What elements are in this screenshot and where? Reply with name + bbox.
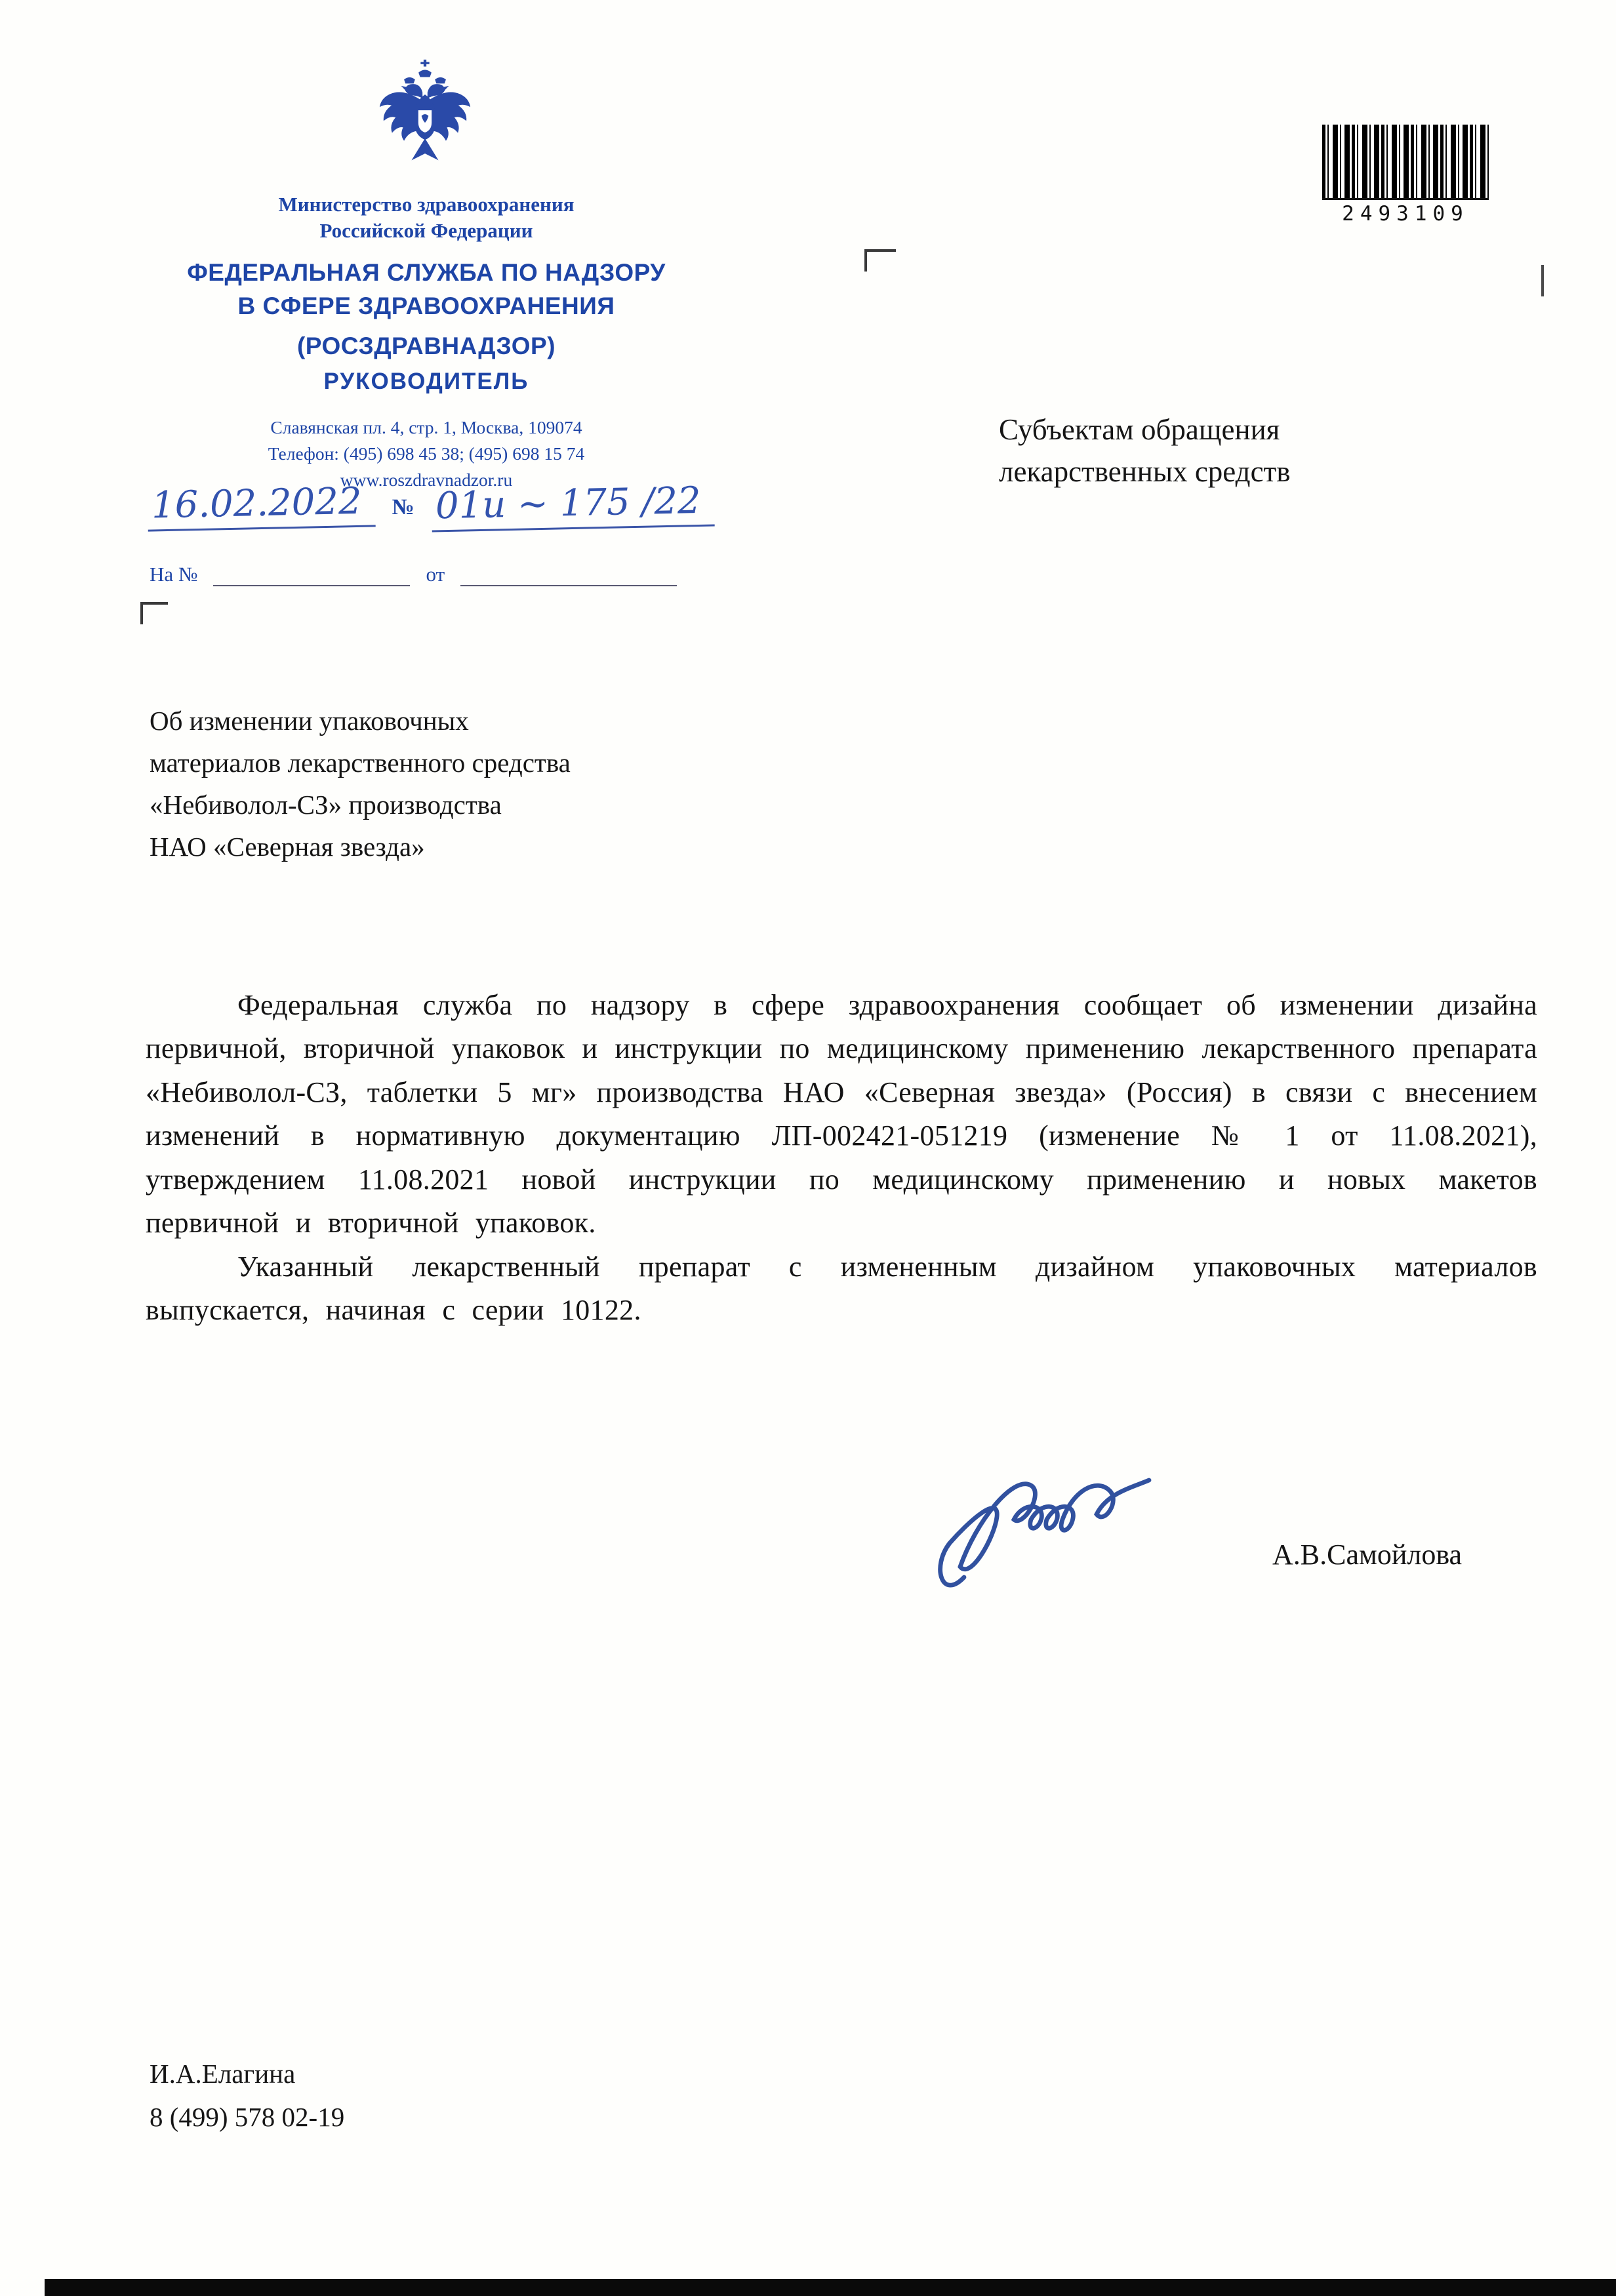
agency-line-3: (РОСЗДРАВНАДЗОР) [296,332,556,360]
agency-line-1: ФЕДЕРАЛЬНАЯ СЛУЖБА ПО НАДЗОРУ [187,259,666,286]
scan-edge-artifact [45,2279,1616,2296]
body-paragraph-1: Федеральная служба по надзору в сфере здравоохранения сообщает об изменении дизайна первичной, вторичной упаковок и инструкции по медицинскому применению лекарственного препарата «Небиволол-СЗ, таблетки 5 мг» производства НАО «Северная звезда» (Россия) в связи с внесением изменений в нормативную документацию ЛП-002421-051219 (изменение № 1 от 11.08.2021), утверждением 11.08.2021 новой инструкции по медицинскому применению и новых макетов первичной и вторичной упаковок. [146,989,1537,1239]
agency-name [121,256,731,363]
reply-from-label: от [426,563,445,586]
handwritten-signature [908,1446,1217,1617]
number-sign: № [392,495,414,519]
ministry-line-2: Российской Федерации [319,218,533,242]
handwritten-outgoing-number: 01и ~ 175 /22 [431,479,714,532]
executor-phone: 8 (499) 578 02-19 [150,2101,345,2132]
right-margin-tick [1541,265,1544,296]
subject-line: Об изменении упаковочных [150,706,469,736]
incoming-reference-line [150,561,677,586]
letter-body [146,984,1537,1333]
registration-barcode [1322,125,1489,226]
ministry-line-1: Министерство здравоохранения [278,193,575,216]
signer-name: А.В.Самойлова [1272,1539,1463,1571]
reply-to-label: На № [150,563,198,586]
barcode-number: 2493109 [1322,198,1489,226]
text-zone-corner-mark [140,602,168,624]
ministry-name [121,191,731,243]
reply-date-blank [460,561,677,586]
addressee-line-1: Субъектам обращения [999,413,1280,446]
reply-number-blank [213,561,410,586]
subject-block [150,700,571,868]
phone-numbers: Телефон: (495) 698 45 38; (495) 698 15 74 [268,443,585,464]
postal-address: Славянская пл. 4, стр. 1, Москва, 109074 [270,417,582,437]
executor-name: И.А.Елагина [150,2059,296,2089]
barcode-icon [1322,125,1489,198]
addressee-zone-corner-mark [864,249,896,272]
subject-line: НАО «Северная звезда» [150,831,425,862]
website-url: www.roszdravnadzor.ru [340,469,513,490]
executor-block [150,2053,344,2139]
russian-coat-of-arms-icon [375,59,475,172]
agency-line-2: В СФЕРЕ ЗДРАВООХРАНЕНИЯ [237,292,615,320]
addressee-line-2: лекарственных средств [999,454,1291,488]
body-paragraph-2: Указанный лекарственный препарат с измененным дизайном упаковочных материалов выпускается, начиная с серии 10122. [146,1250,1537,1327]
handwritten-date: 16.02.2022 [147,479,375,531]
role-title: РУКОВОДИТЕЛЬ [323,369,529,394]
addressee-block [999,409,1290,493]
subject-line: «Небиволол-СЗ» производства [150,789,502,820]
subject-line: материалов лекарственного средства [150,747,571,778]
